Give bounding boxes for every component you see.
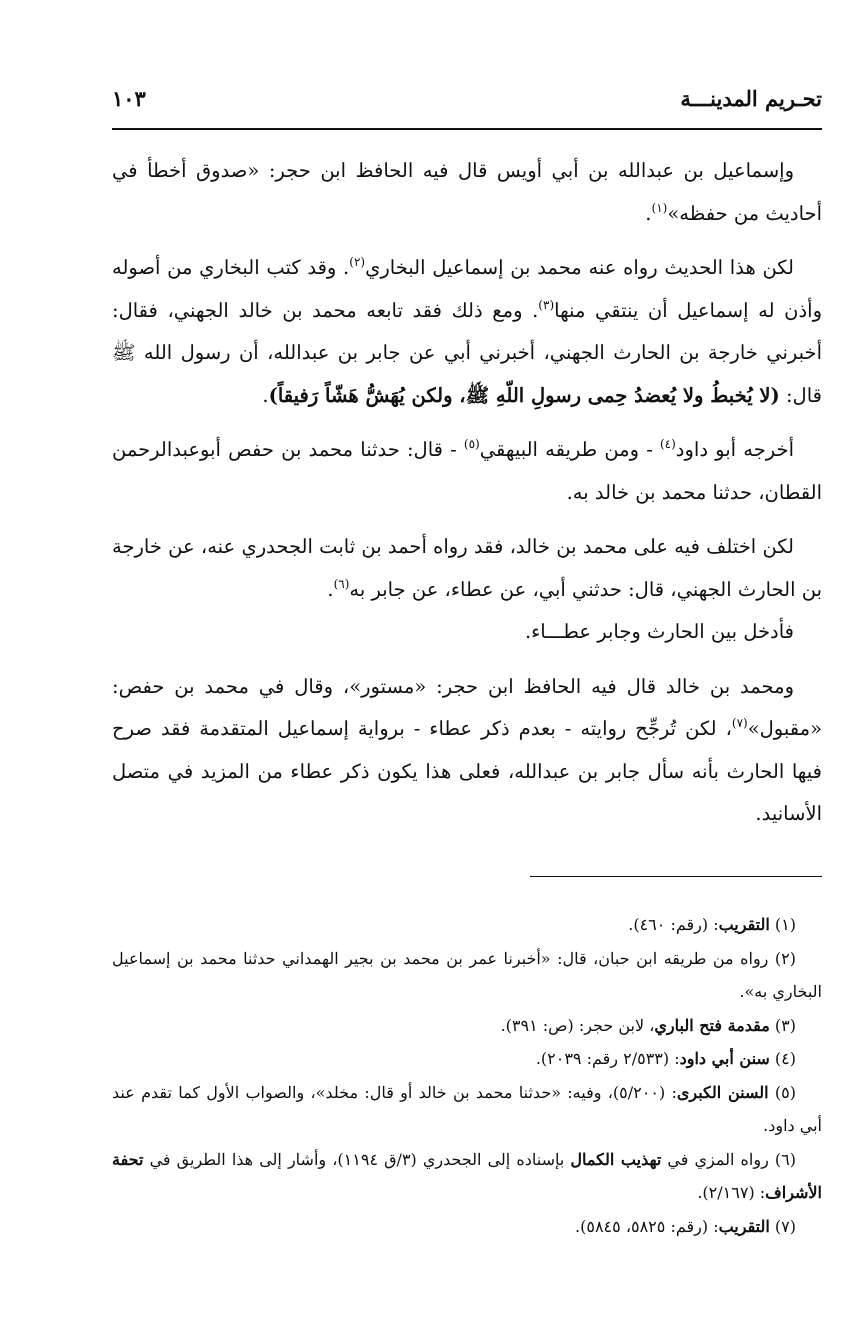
main-text	[112, 150, 822, 848]
footnote-source: التقريب	[718, 915, 770, 934]
footnote-5	[112, 1076, 822, 1143]
footnote-ref-7: (٧)	[731, 716, 748, 730]
footnote-text: : (٢/١٦٧).	[697, 1183, 766, 1202]
footnote-text: : (٢/٥٣٣ رقم: ٢٠٣٩).	[535, 1049, 680, 1068]
paragraph-text: ، لكن تُرجِّح روايته - بعدم ذكر عطاء - برواية إسماعيل المتقدمة فقد صرح فيها الحارث بأنه سأل جابر بن عبدالله، فعلى هذا يكون ذكر عطاء من المزيد في متصل الأسانيد.	[112, 717, 822, 825]
paragraph-text: - قال: حدثنا محمد بن حفص أبوعبدالرحمن القطان، حدثنا محمد بن خالد به.	[112, 438, 822, 504]
footnote-text: رواه من طريقه ابن حبان، قال: «أخبرنا عمر بن محمد بن بجير الهمداني حدثنا محمد بن إسماعيل البخاري به».	[112, 948, 822, 1001]
footnote-number: (٧)	[774, 1216, 796, 1236]
footnote-text: : (٥/٢٠٠)، وفيه: «حدثنا محمد بن خالد أو قال: مخلد»، والصواب الأول كما تقدم عند أبي داود.	[112, 1082, 822, 1135]
footnote-text: ، لابن حجر: (ص: ٣٩١).	[500, 1015, 655, 1035]
footnote-text: : (رقم: ٥٨٢٥، ٥٨٤٥).	[575, 1216, 719, 1236]
paragraph-text: ومحمد بن خالد قال فيه الحافظ ابن حجر: «مستور»، وقال في محمد بن حفص: «مقبول»	[112, 674, 822, 740]
footnote-4	[112, 1042, 822, 1076]
footnote-source: تحفة الأشراف	[112, 1149, 822, 1202]
page-number: ١٠٣	[112, 86, 146, 111]
paragraph-text: . ومع ذلك فقد تابعه محمد بن خالد الجهني، فقال: أخبرني خارجة بن الحارث الجهني، أخبرني أبي عن جابر بن عبدالله، أن رسول الله ﷺ قال:	[112, 298, 822, 407]
footnote-text: رواه المزي في	[667, 1149, 769, 1169]
paragraph-5	[112, 611, 822, 654]
footnote-7	[112, 1210, 822, 1244]
footnote-ref-5: (٥)	[463, 437, 480, 451]
footnote-number: (٣)	[774, 1015, 796, 1035]
paragraph-text: . وقد كتب البخاري من أصوله وأذن له إسماعيل أن ينتقي منها	[112, 256, 822, 322]
paragraph-text: - ومن طريقه البيهقي	[479, 438, 653, 461]
footnote-source: التقريب	[718, 1216, 770, 1236]
footnote-number: (٦)	[774, 1149, 797, 1169]
footnote-number: (١)	[774, 915, 796, 934]
header-rule	[112, 128, 822, 130]
footnote-text: بإسناده إلى الجحدري (٣/ق ١١٩٤)، وأشار إلى هذا الطريق في	[149, 1149, 565, 1169]
footnote-rule	[530, 876, 822, 877]
footnote-text: : (رقم: ٤٦٠).	[628, 915, 719, 934]
paragraph-end: .	[262, 383, 269, 407]
footnote-1	[112, 908, 822, 942]
paragraph-3	[112, 429, 822, 514]
footnote-source: السنن الكبرى	[676, 1082, 769, 1102]
paragraph-end: .	[327, 577, 334, 601]
footnote-ref-1: (١)	[651, 200, 668, 215]
footnote-number: (٢)	[774, 948, 796, 968]
paragraph-1	[112, 150, 822, 235]
footnote-source: تهذيب الكمال	[570, 1149, 662, 1169]
paragraph-end: .	[645, 201, 652, 225]
footnote-6	[112, 1143, 822, 1210]
paragraph-text: لكن اختلف فيه على محمد بن خالد، فقد رواه أحمد بن ثابت الجحدري عنه، عن خارجة بن الحارث الجهني، قال: حدثني أبي، عن عطاء، عن جابر به	[112, 535, 822, 601]
footnote-number: (٤)	[774, 1049, 796, 1068]
paragraph-text: أخرجه أبو داود	[675, 438, 794, 461]
footnote-ref-4: (٤)	[659, 437, 676, 451]
paragraph-4	[112, 526, 822, 611]
footnote-source: مقدمة فتح الباري	[654, 1015, 770, 1035]
paragraph-6	[112, 666, 822, 836]
footnote-ref-2: (٢)	[349, 255, 366, 269]
paragraph-2	[112, 247, 822, 417]
footnote-source: سنن أبي داود	[679, 1049, 770, 1068]
paragraph-text: وإسماعيل بن عبدالله بن أبي أويس قال فيه الحافظ ابن حجر: «صدوق أخطأ في أحاديث من حفظه»	[112, 159, 822, 225]
footnote-ref-6: (٦)	[333, 576, 350, 591]
footnotes	[112, 908, 822, 1243]
running-title: تحـريم المدينـــة	[680, 86, 822, 111]
paragraph-text: لكن هذا الحديث رواه عنه محمد بن إسماعيل البخاري	[365, 256, 794, 279]
footnote-2	[112, 942, 822, 1009]
paragraph-text: فأدخل بين الحارث وجابر عطـــاء.	[524, 620, 794, 643]
footnote-ref-3: (٣)	[538, 297, 555, 312]
running-header	[112, 82, 822, 122]
footnote-3	[112, 1009, 822, 1043]
hadith-quote: (لا يُخبطُ ولا يُعضدُ حِمى رسولِ اللّهِ ﷺ، ولكن يُهَشُّ هَشّاً رَفيقاً)	[268, 383, 780, 407]
footnote-number: (٥)	[774, 1082, 797, 1102]
